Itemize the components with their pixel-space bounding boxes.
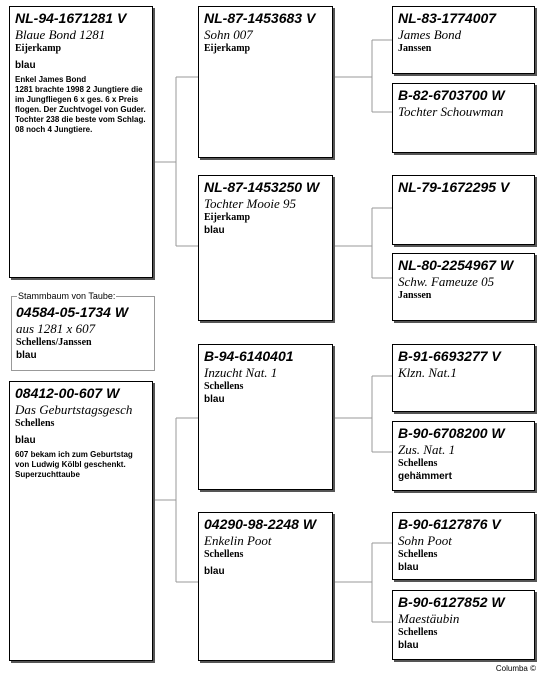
ring-number: B-94-6140401 [204,348,294,364]
breeder-name: Schellens [398,627,438,638]
ring-number: NL-80-2254967 W [398,257,514,273]
breeder-name: Schellens/Janssen [16,337,92,348]
color-label: blau [398,640,419,651]
breeder-name: Janssen [398,43,432,54]
pedigree-card-mfm[interactable] [392,421,535,491]
pedigree-card-father[interactable] [9,6,153,278]
pigeon-name: Inzucht Nat. 1 [204,365,278,380]
copyright-footer: Columba © [495,664,536,673]
pedigree-card-father-mother[interactable] [198,175,333,321]
pigeon-name: Blaue Bond 1281 [15,27,106,42]
ring-number: B-90-6708200 W [398,425,505,441]
pedigree-card-mother-father[interactable] [198,344,333,490]
pigeon-name: Das Geburtstagsgesch [15,402,133,417]
ring-number: 04290-98-2248 W [204,516,317,532]
pigeon-name: Zus. Nat. 1 [398,442,456,457]
pedigree-card-father-father[interactable] [198,6,333,158]
color-label: blau [16,350,37,361]
pigeon-name: Sohn 007 [204,27,253,42]
pigeon-name: Maestäubin [398,611,460,626]
pigeon-name: Tochter Mooie 95 [204,196,296,211]
breeder-name: Schellens [15,418,55,429]
breeder-name: Janssen [398,290,432,301]
pedigree-note: Enkel James Bond 1281 brachte 1998 2 Jungtiere die im Jungfliegen 6 x ges. 6 x Preis flogen. Der Zuchtvogel von Guder. Tochter 238 die beste vom Schlag. 08 noch 4 Jungtiere. [15,75,146,134]
pedigree-card-mmm[interactable] [392,590,535,660]
ring-number: NL-87-1453250 W [204,179,320,195]
pedigree-card-mmf[interactable] [392,512,535,580]
color-label: blau [398,562,419,573]
color-label: gehämmert [398,471,452,482]
pedigree-card-subject[interactable] [16,304,128,362]
pedigree-card-mother-mother[interactable] [198,512,333,661]
color-label: blau [204,566,225,577]
breeder-name: Eijerkamp [204,43,251,54]
pedigree-title-label: Stammbaum von Taube: [18,291,116,301]
pedigree-card-fmf[interactable] [392,175,535,245]
pigeon-name: Klzn. Nat.1 [398,365,457,380]
color-label: blau [204,225,225,236]
breeder-name: Schellens [398,549,438,560]
color-label: blau [204,394,225,405]
ring-number: B-91-6693277 V [398,348,501,364]
ring-number: NL-79-1672295 V [398,179,510,195]
pigeon-name: James Bond [398,27,462,42]
ring-number: NL-83-1774007 [398,10,497,26]
ring-number: NL-94-1671281 V [15,10,127,26]
pedigree-card-ffm[interactable] [392,83,535,153]
color-label: blau [15,435,36,446]
pigeon-name: aus 1281 x 607 [16,321,96,336]
ring-number: 04584-05-1734 W [16,304,129,320]
pedigree-card-fmm[interactable] [392,253,535,321]
pedigree-note: 607 bekam ich zum Geburtstag von Ludwig Kölbl geschenkt. Superzuchttaube [15,450,133,479]
pedigree-card-fff[interactable] [392,6,535,74]
pigeon-name: Sohn Poot [398,533,452,548]
pedigree-card-mff[interactable] [392,344,535,412]
ring-number: B-82-6703700 W [398,87,505,103]
breeder-name: Eijerkamp [204,212,251,223]
ring-number: NL-87-1453683 V [204,10,316,26]
breeder-name: Schellens [204,549,244,560]
pigeon-name: Schw. Fameuze 05 [398,274,495,289]
ring-number: 08412-00-607 W [15,385,120,401]
color-label: blau [15,60,36,71]
pigeon-name: Enkelin Poot [204,533,272,548]
pedigree-card-mother[interactable] [9,381,153,661]
pigeon-name: Tochter Schouwman [398,104,504,119]
breeder-name: Schellens [204,381,244,392]
breeder-name: Eijerkamp [15,43,62,54]
ring-number: B-90-6127876 V [398,516,501,532]
breeder-name: Schellens [398,458,438,469]
ring-number: B-90-6127852 W [398,594,505,610]
